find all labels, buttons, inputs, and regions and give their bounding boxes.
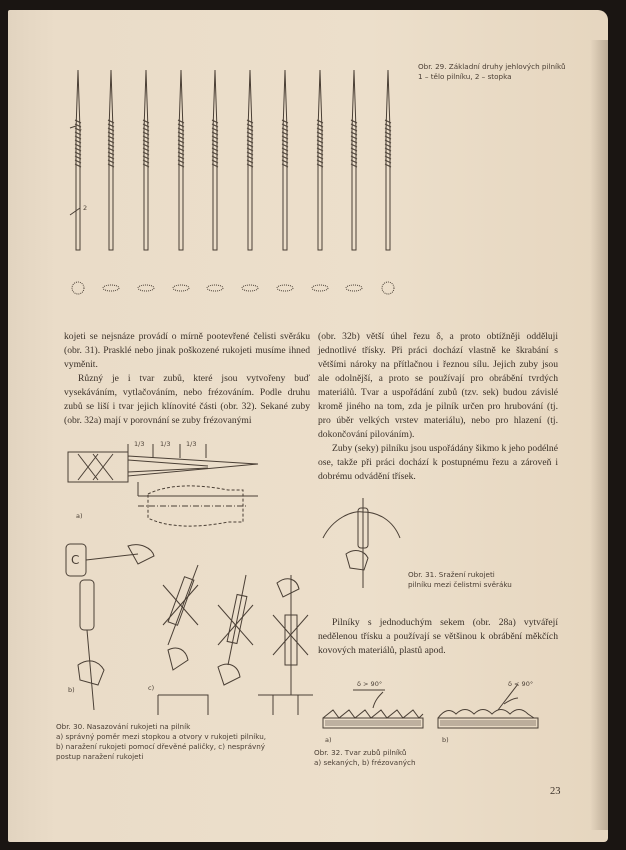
fig32b-milled-teeth [438,680,538,744]
fig31-caption-line1: Obr. 31. Sražení rukojeti [408,570,495,579]
fig29-needle-files [48,60,408,300]
fig29-caption-line1: Obr. 29. Základní druhy jehlových pilníků [418,62,566,71]
needle-file [346,70,362,291]
fig32-tooth-shapes [313,670,563,750]
needle-file [207,70,223,291]
fig32-caption-line1: Obr. 32. Tvar zubů pilníků [314,748,407,757]
needle-file [173,70,189,291]
page-number: 23 [550,786,561,797]
fig30-dim-2: 1/3 [160,440,171,448]
fig32-angle-a: δ > 90° [357,680,383,688]
fig32-label-a: a) [325,736,332,744]
fig32a-cut-teeth [323,680,423,744]
fig30-caption [56,722,266,762]
right-column-text-2 [318,616,558,658]
fig30-label-b: b) [68,686,75,694]
fig31-caption-line2: pilníku mezi čelistmi svěráku [408,580,512,589]
fig29-caption-line2: 1 – tělo pilníku, 2 – stopka [418,72,512,81]
fig29-label-2: 2 [83,204,88,212]
left-para2: Různý je i tvar zubů, které jsou vytvořeny buď vysekáváním, vytlačováním, nebo frézováním. Podle druhu zubů se liší i tvar jejich klínovité části (obr. 32). Sekané zuby (obr. 32a) mají v porovnání se zuby frézovanými [64,373,310,426]
needle-file [277,70,293,291]
right-para1: (obr. 32b) větší úhel řezu δ, a proto obtížněji odděluji jednotlivé třísky. Při práci dochází vlastně ke škrabání s většími nároky na přítlačnou i řeznou sílu. Jejich zuby jsou ale odolnější, a proto se používají pro obrábění tvrdých materiálů. Tvar a uspořádání zubů (tzv. sek) budou závislé kromě jiného na tom, zda je pilník určen pro hrubování (tj. pro úběr velkých vrstev materiálu), nebo pro hlazení (tj. dokončování pilováním). [318,331,558,440]
fig31-caption [408,570,512,590]
fig30-dim-3: 1/3 [186,440,197,448]
fig30-caption-line3: b) naražení rukojeti pomocí dřevěné paličky, c) nesprávný [56,742,266,751]
fig30-caption-line4: postup naražení rukojeti [56,752,144,761]
book-page [8,10,608,842]
fig30a-file-handle [58,438,308,538]
fig32-caption [314,748,416,768]
fig30-caption-line2: a) správný poměr mezi stopkou a otvory v rukojeti pilníku, [56,732,267,741]
fig29-caption [418,62,566,82]
fig30-label-a: a) [76,512,83,520]
needle-file [242,70,258,291]
fig30c-wrong-methods [148,565,318,720]
fig31-vise-handle [318,498,408,588]
fig29-label-1: 1 [78,124,83,132]
right-column-text [318,330,558,484]
fig30-caption-line1: Obr. 30. Nasazování rukojeti na pilník [56,722,191,731]
needle-file [103,70,119,291]
fig30-label-c: c) [148,684,155,692]
fig32-label-b: b) [442,736,449,744]
left-para1: kojeti se nejsnáze provádí o mírně pootevřené čelisti svěráku (obr. 31). Prasklé nebo jinak poškozené rukojeti musíme ihned vyměnit. [64,331,310,370]
right-para2: Zuby (seky) pilníku jsou uspořádány šikmo k jeho podélné ose, takže při práci dochází k postupnému řezu a zároveň i dobrému odvádění třísek. [318,443,558,482]
needle-file [72,70,84,294]
fig32-angle-b: δ < 90° [508,680,534,688]
needle-file [138,70,154,291]
right-para3: Pilníky s jednoduchým sekem (obr. 28a) vytvářejí nedělenou třísku a používají se většinou k obrábění měkčích kovových materiálů, plastů apod. [318,617,558,656]
fig30-dim-1: 1/3 [134,440,145,448]
fig32-caption-line2: a) sekaných, b) frézovaných [314,758,416,767]
left-column-text [64,330,310,428]
page-edge-shadow [590,40,608,830]
needle-file [382,70,394,294]
needle-file [312,70,328,291]
fig30-mallet-mark: C [71,553,80,567]
